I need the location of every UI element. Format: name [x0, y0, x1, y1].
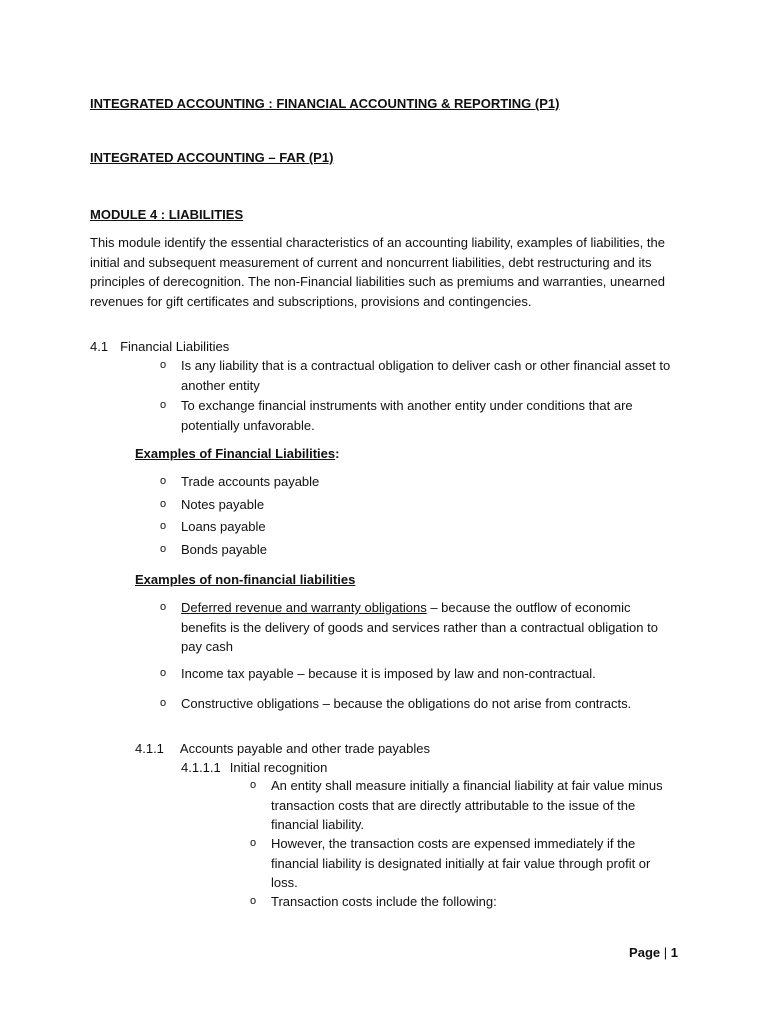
document-subtitle: INTEGRATED ACCOUNTING – FAR (P1)	[90, 150, 334, 165]
bullet-icon: o	[160, 399, 167, 411]
bullet-icon: o	[160, 543, 167, 555]
list-item: o Loans payable	[160, 517, 460, 537]
list-item: o Trade accounts payable	[160, 472, 460, 492]
bullet-icon: o	[160, 359, 167, 371]
page-number: 1	[670, 945, 678, 960]
page-label: Page	[629, 945, 661, 960]
list-item: o Constructive obligations – because the obligations do not arise from contracts.	[160, 694, 680, 714]
list-item: o Deferred revenue and warranty obligations – because the outflow of economic benefits is the delivery of goods and services rather than a contractual obligation to pay cash	[160, 600, 658, 654]
page-footer	[629, 943, 678, 963]
list-item: o Is any liability that is a contractual obligation to deliver cash or other financial asset to another entity	[160, 358, 671, 393]
section-4-1-1-1-heading	[181, 758, 327, 778]
intro-paragraph: This module identify the essential characteristics of an accounting liability, examples of liabilities, the initial and subsequent measurement of current and noncurrent liabilities, debt restructuring and its principles of derecognition. The non-Financial liabilities such as premiums and warranties, unearned revenues for gift certificates and subscriptions, provisions and contingencies.	[90, 235, 665, 309]
section-4-1-heading	[90, 337, 229, 357]
document-title: INTEGRATED ACCOUNTING : FINANCIAL ACCOUNTING & REPORTING (P1)	[90, 96, 560, 111]
list-item: o An entity shall measure initially a financial liability at fair value minus transaction costs that are directly attributable to the issue of the financial liability.	[250, 778, 663, 832]
section-number: 4.1.1.1	[181, 760, 221, 775]
section-number: 4.1	[90, 339, 109, 354]
bullet-icon: o	[160, 667, 167, 679]
list-item: o Income tax payable – because it is imposed by law and non-contractual.	[160, 664, 680, 684]
examples-nonfinancial-heading: Examples of non-financial liabilities	[135, 572, 356, 587]
section-4-1-1-heading	[135, 739, 430, 759]
bullet-icon: o	[160, 697, 167, 709]
list-item: o To exchange financial instruments with another entity under conditions that are potentially unfavorable.	[160, 398, 633, 433]
module-heading: MODULE 4 : LIABILITIES	[90, 207, 244, 222]
deferred-revenue-term: Deferred revenue and warranty obligations	[181, 600, 427, 615]
list-item: o However, the transaction costs are expensed immediately if the financial liability is designated initially at fair value through profit or loss.	[250, 836, 651, 890]
list-item: o Notes payable	[160, 495, 460, 515]
list-item: o Transaction costs include the following:	[250, 892, 680, 912]
bullet-icon: o	[250, 895, 257, 907]
bullet-icon: o	[160, 601, 167, 613]
list-item: o Bonds payable	[160, 540, 460, 560]
bullet-icon: o	[160, 498, 167, 510]
page-separator: |	[663, 945, 668, 960]
bullet-icon: o	[160, 520, 167, 532]
bullet-icon: o	[250, 837, 257, 849]
bullet-icon: o	[250, 779, 257, 791]
bullet-icon: o	[160, 475, 167, 487]
section-title: Initial recognition	[229, 760, 328, 775]
section-number: 4.1.1	[135, 741, 164, 756]
section-title: Financial Liabilities	[120, 339, 230, 354]
section-title: Accounts payable and other trade payables	[179, 741, 430, 756]
examples-financial-heading: Examples of Financial Liabilities:	[135, 446, 340, 461]
